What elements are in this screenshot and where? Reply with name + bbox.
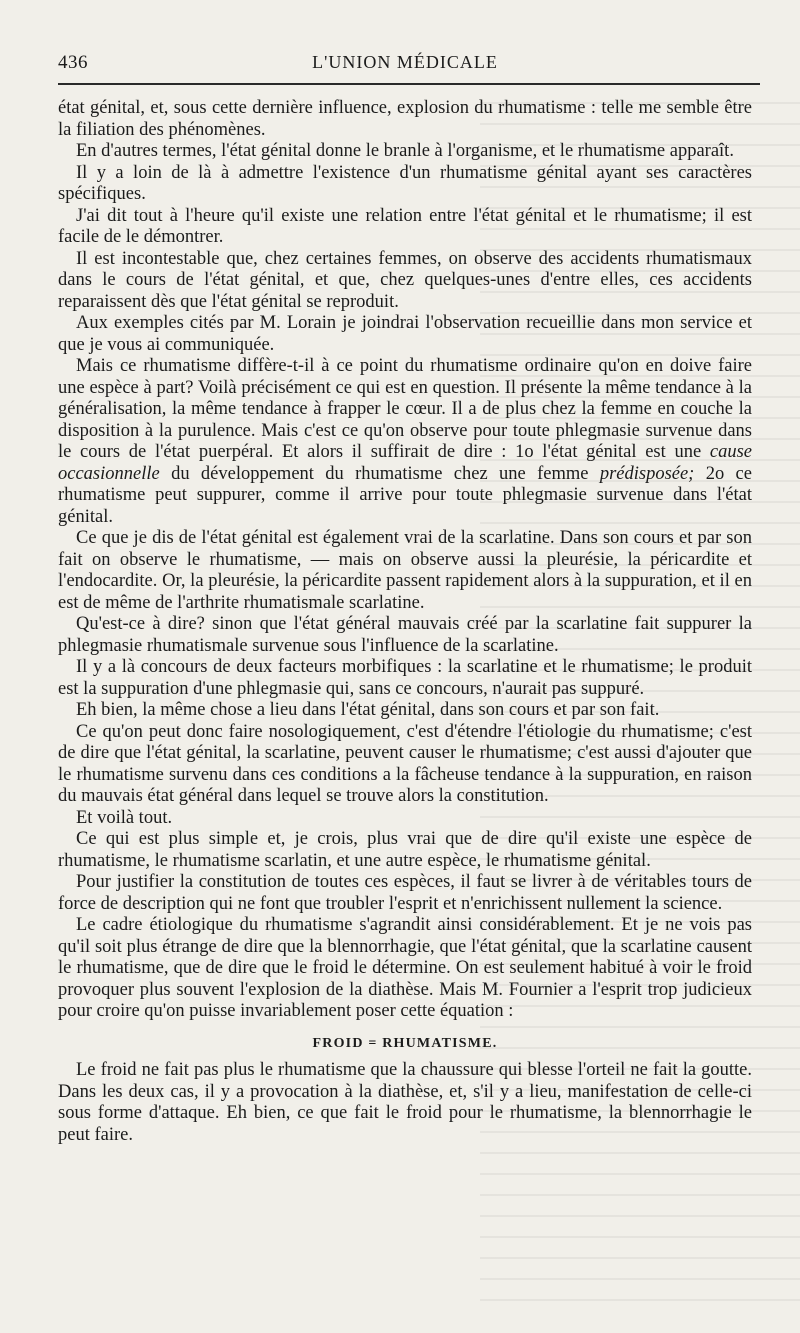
text-run: Eh bien, la même chose a lieu dans l'état génital, dans son cours et par son fait. <box>76 700 660 720</box>
text-run: Ce qui est plus simple et, je crois, plus vrai que de dire qu'il existe une espèce de rhumatisme, le rhumatisme scarlatin, et une autre espèce, le rhumatisme génital. <box>58 829 752 871</box>
paragraph <box>58 808 752 830</box>
equation-line <box>58 1033 752 1055</box>
paragraph <box>58 206 752 249</box>
text-run: Le cadre étiologique du rhumatisme s'agrandit ainsi considérablement. Et je ne vois pas qu'il soit plus étrange de dire que la blennorrhagie, que l'état génital, que la scarlatine causent le rhumatisme, que de dire que le froid le détermine. On est seulement habitué à voir le froid provoquer plus souvent l'explosion de la diathèse. Mais M. Fournier a l'esprit trop judicieux pour croire qu'on puisse invariablement poser cette équation : <box>58 915 752 1021</box>
paragraph <box>58 163 752 206</box>
running-title: L'UNION MÉDICALE <box>312 52 498 72</box>
paragraph <box>58 872 752 915</box>
text-run: Et voilà tout. <box>76 807 173 828</box>
paragraph <box>58 614 752 657</box>
text-run: Ce que je dis de l'état génital est également vrai de la scarlatine. Dans son cours et par son fait on observe le rhumatisme, — mais on observe aussi la pleurésie, la péricardite et l'endocardite. Or, la pleurésie, la péricardite passent rapidement alors à la suppuration, et il en est de même de l'arthrite rhumatismale scarlatine. <box>58 528 752 613</box>
paragraph <box>58 1060 752 1146</box>
header-rule <box>58 83 760 85</box>
text-run: Pour justifier la constitution de toutes ces espèces, il faut se livrer à de véritables tours de force de description qui ne font que troubler l'esprit et n'enrichissent nullement la science. <box>58 872 752 914</box>
paragraph <box>58 915 752 1023</box>
text-run: Aux exemples cités par M. Lorain je joindrai l'observation recueillie dans mon service et que je vous ai communiquée. <box>58 313 752 355</box>
text-run: J'ai dit tout à l'heure qu'il existe une relation entre l'état génital et le rhumatisme; il est facile de le démontrer. <box>58 205 752 247</box>
paragraph <box>58 829 752 872</box>
body-text <box>58 98 752 1146</box>
paragraph <box>58 98 752 141</box>
paragraph <box>58 700 752 722</box>
page-number: 436 <box>58 52 88 73</box>
text-run: Il y a là concours de deux facteurs morbifiques : la scarlatine et le rhumatisme; le produit est la suppuration d'une phlegmasie qui, sans ce concours, n'aurait pas suppuré. <box>58 657 752 699</box>
text-run: Le froid ne fait pas plus le rhumatisme que la chaussure qui blesse l'orteil ne fait la goutte. Dans les deux cas, il y a provocation à la diathèse, et, s'il y a lieu, manifestation de celle-ci sous forme d'attaque. Eh bien, ce que fait le froid pour le rhumatisme, la blennorrhagie le peut faire. <box>58 1060 752 1145</box>
text-run: Mais ce rhumatisme diffère-t-il à ce point du rhumatisme ordinaire qu'on en doive faire une espèce à part? Voilà précisément ce qui est en question. Il présente la même tendance à la généralisation, la même tendance à frapper le cœur. Il a de plus chez la femme en couche la disposition à la purulence. Mais c'est ce qu'on observe pour toute phlegmasie survenue dans le cours de l'état puerpéral. Et alors il suffirait de dire : 1o l'état génital est une <box>58 356 752 462</box>
paragraph <box>58 528 752 614</box>
text-run: FROID = RHUMATISME. <box>312 1035 498 1051</box>
text-run: Il y a loin de là à admettre l'existence d'un rhumatisme génital ayant ses caractères spécifiques. <box>58 162 752 204</box>
paragraph <box>58 141 752 163</box>
text-run: du développement du rhumatisme chez une femme <box>159 463 600 484</box>
page-header <box>58 50 752 80</box>
text-run: Ce qu'on peut donc faire nosologiquement, c'est d'étendre l'étiologie du rhumatisme; c'est de dire que l'état génital, la scarlatine, peuvent causer le rhumatisme; c'est aussi d'ajouter que le rhumatisme survenu dans ces conditions a la fâcheuse tendance à la suppuration, en raison du mauvais état général dans lequel se trouve alors la constitution. <box>58 721 752 806</box>
text-run: état génital, et, sous cette dernière influence, explosion du rhumatisme : telle me semble être la filiation des phénomènes. <box>58 98 752 140</box>
paragraph <box>58 249 752 314</box>
italic-phrase: cause occasionnelle <box>58 442 752 484</box>
text-run: Qu'est-ce à dire? sinon que l'état général mauvais créé par la scarlatine fait suppurer la phlegmasie rhumatismale survenue sous l'influence de la scarlatine. <box>58 614 752 656</box>
paragraph <box>58 356 752 528</box>
paragraph <box>58 722 752 808</box>
paragraph <box>58 657 752 700</box>
text-run: Il est incontestable que, chez certaines femmes, on observe des accidents rhumatismaux dans le cours de l'état génital, et que, chez quelques-unes d'entre elles, ces accidents reparaissent dès que l'état génital se reproduit. <box>58 248 752 312</box>
text-run: En d'autres termes, l'état génital donne le branle à l'organisme, et le rhumatisme apparaît. <box>76 141 734 161</box>
text-run: 2o ce rhumatisme peut suppurer, comme il arrive pour toute phlegmasie survenue dans l'état génital. <box>58 463 752 527</box>
paragraph <box>58 313 752 356</box>
italic-phrase: prédisposée; <box>599 463 695 484</box>
